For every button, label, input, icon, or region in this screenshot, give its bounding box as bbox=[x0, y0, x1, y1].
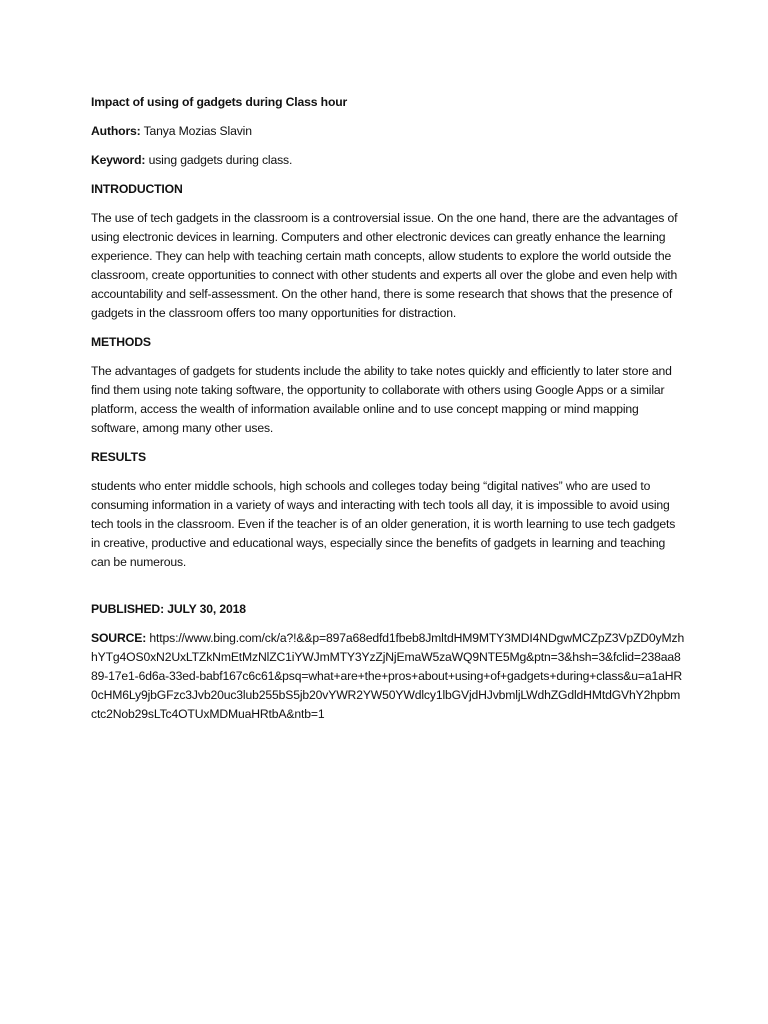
authors-label: Authors: bbox=[91, 124, 141, 138]
section-heading-results: RESULTS bbox=[91, 450, 146, 464]
published-date: PUBLISHED: JULY 30, 2018 bbox=[91, 602, 246, 616]
source-url[interactable]: https://www.bing.com/ck/a?!&&p=897a68edfd1fbeb8JmltdHM9MTY3MDI4NDgwMCZpZ3VpZD0yMzhhYTg4OS0xN2UxLTZkNmEtMzNlZC1iYWJmMTY3YzZjNjEmaW5zaWQ9NTE5Mg&ptn=3&hsh=3&fclid=238aa889-17e1-6d6a-33ed-babf167c6c61&psq=what+are+the+pros+about+using+of+gadgets+during+class&u=a1aHR0cHM6Ly9jbGFzc3Jvb20uc3lub255bS5jb20vYWR2YW50YWdlcy1lbGVjdHJvbmljLWdhZGdldHMtdGVhY2hpbmctc2Nob29sLTc4OTUxMDMuaHRtbA&ntb=1 bbox=[91, 631, 685, 721]
section-body-methods: The advantages of gadgets for students include the ability to take notes quickly and efficiently to later store and find them using note taking software, the opportunity to collaborate with others using Google Apps or a similar platform, access the wealth of information available online and to use concept mapping or mind mapping software, among many other uses. bbox=[91, 364, 672, 435]
section-heading-introduction: INTRODUCTION bbox=[91, 182, 183, 196]
document-title: Impact of using of gadgets during Class hour bbox=[91, 95, 348, 109]
document-page bbox=[91, 93, 685, 734]
keyword-value: using gadgets during class. bbox=[148, 153, 293, 167]
authors-value: Tanya Mozias Slavin bbox=[143, 124, 252, 138]
section-body-results: students who enter middle schools, high schools and colleges today being “digital natives” who are used to consuming information in a variety of ways and interacting with tech tools all day, it is impossible to avoid using tech tools in the classroom. Even if the teacher is of an older generation, it is worth learning to use tech gadgets in creative, productive and educational ways, especially since the benefits of gadgets in learning and teaching can be numerous. bbox=[91, 479, 676, 569]
keyword-line bbox=[91, 151, 685, 170]
section-body-introduction: The use of tech gadgets in the classroom is a controversial issue. On the one hand, there are the advantages of using electronic devices in learning. Computers and other electronic devices can greatly enhance the learning experience. They can help with teaching certain math concepts, allow students to explore the world outside the classroom, create opportunities to connect with other students and experts all over the globe and even help with accountability and self-assessment. On the other hand, there is some research that shows that the presence of gadgets in the classroom offers too many opportunities for distraction. bbox=[91, 211, 678, 320]
authors-line bbox=[91, 122, 685, 141]
keyword-label: Keyword: bbox=[91, 153, 146, 167]
source-label: SOURCE: bbox=[91, 631, 147, 645]
source-line bbox=[91, 629, 685, 724]
section-heading-methods: METHODS bbox=[91, 335, 151, 349]
